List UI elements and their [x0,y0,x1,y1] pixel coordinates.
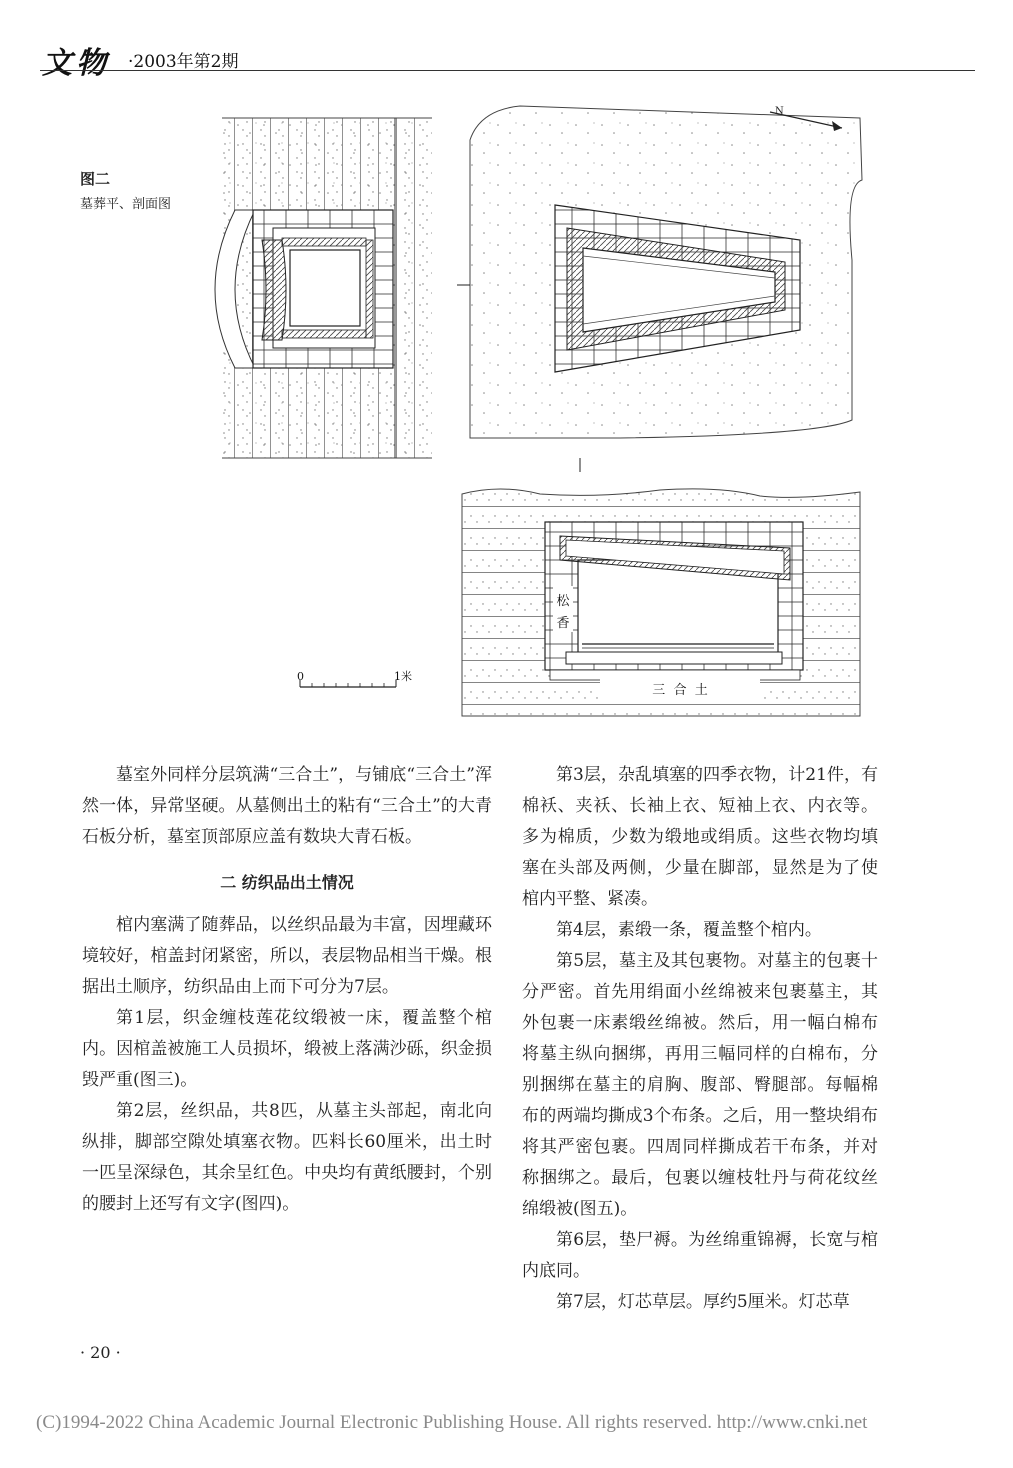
scale-one: 1米 [394,670,412,683]
paragraph: 第5层，墓主及其包裹物。对墓主的包裹十分严密。首先用绢面小丝绵被来包裹墓主，其外包裹一床素缎丝绵被。然后，用一幅白棉布将墓主纵向捆绑，再用三幅同样的白棉布，分别捆绑在墓主的肩胸、腹部、臀腿部。每幅棉布的两端均撕成3个布条。之后，用一整块绢布将其严密包裹。四周同样撕成若干布条，并对称捆绑之。最后，包裹以缠枝牡丹与荷花纹丝绵缎被(图五)。 [522,951,878,1219]
vertical-section-drawing [215,118,432,458]
paragraph: 墓室外同样分层筑满“三合土”，与铺底“三合土”浑然一体，异常坚硬。从墓侧出土的粘有“三合土”的大青石板分析，墓室顶部原应盖有数块大青石板。 [82,765,492,847]
section-heading: 二 纺织品出土情况 [220,873,354,892]
scale-bar [297,669,412,687]
label-xiang: 香 [556,616,570,631]
left-text-column [82,760,492,1220]
paragraph: 第3层，杂乱填塞的四季衣物，计21件，有棉袄、夹袄、长袖上衣、短袖上衣、内衣等。多为棉质，少数为缎地或绢质。这些衣物均填塞在头部及两侧，少量在脚部，显然是为了使棺内平整、紧凑。 [522,765,878,909]
north-mark: N [775,106,784,117]
page-number: · 20 · [80,1343,121,1362]
journal-logo: 文物 [42,46,110,81]
label-song: 松 [556,594,570,609]
scale-zero: 0 [297,670,304,683]
figure-label: 图二 [80,170,111,188]
copyright-notice: (C)1994-2022 China Academic Journal Electronic Publishing House. All rights reserved. http://www.cnki.net [36,1412,868,1433]
right-text-column [522,760,878,1318]
label-sanhetu: 三 合 土 [652,683,708,698]
plan-view-drawing [457,106,862,472]
paragraph: 第4层，素缎一条，覆盖整个棺内。 [556,920,822,940]
figure-caption: 墓葬平、剖面图 [80,197,172,212]
journal-issue: ·2003年第2期 [128,52,239,72]
paragraph: 第1层，织金缠枝莲花纹缎被一床，覆盖整个棺内。因棺盖被施工人员损坏，缎被上落满沙砾，织金损毁严重(图三)。 [82,1008,492,1090]
paragraph: 第6层，垫尸褥。为丝绵重锦褥，长宽与棺内底同。 [522,1230,878,1281]
paragraph: 棺内塞满了随葬品，以丝织品最为丰富，因埋藏环境较好，棺盖封闭紧密，所以，表层物品相当干燥。根据出土顺序，纺织品由上而下可分为7层。 [82,915,492,997]
paragraph: 第2层，丝织品，共8匹，从墓主头部起，南北向纵排，脚部空隙处填塞衣物。匹料长60厘米，出土时一匹呈深绿色，其余呈红色。中央均有黄纸腰封，个别的腰封上还写有文字(图四)。 [82,1101,492,1214]
section-view-drawing [462,489,860,716]
paragraph: 第7层，灯芯草层。厚约5厘米。灯芯草 [556,1292,850,1312]
